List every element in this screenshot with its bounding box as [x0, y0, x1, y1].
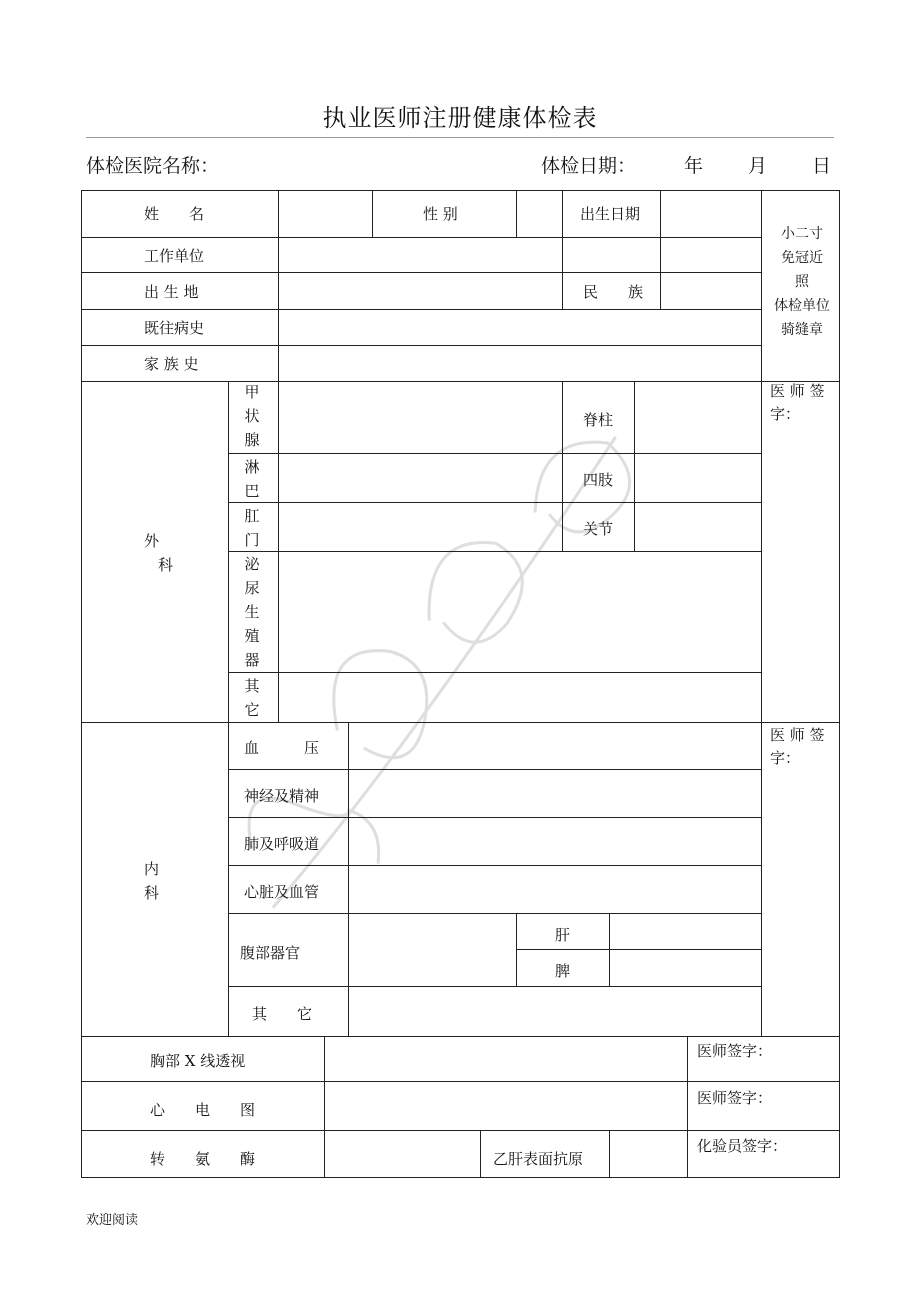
- photo-note-line: 免冠近: [781, 250, 823, 266]
- surgery-section-label-2: 科: [158, 556, 174, 574]
- xray-label: 胸部 X 线透视: [150, 1052, 246, 1070]
- anus-label: 肛门: [244, 507, 260, 549]
- photo-note-line: 小二寸: [781, 226, 823, 242]
- ecg-doctor-signature: 医师签字：: [697, 1089, 773, 1107]
- lab-technician-signature: 化验员签字：: [697, 1137, 788, 1155]
- surgery-doctor-signature: 医 师 签 字：: [770, 382, 825, 423]
- exam-date-label: 体检日期：: [541, 155, 637, 177]
- gender-label: 性 别: [423, 205, 458, 223]
- liver-label: 肝: [555, 926, 571, 944]
- lymph-label: 淋巴: [244, 458, 260, 500]
- birth-date-label: 出生日期: [580, 205, 641, 223]
- medical-history-label: 既往病史: [144, 319, 205, 337]
- internal-section-label-1: 内: [144, 860, 160, 878]
- month-label: 月: [748, 155, 768, 177]
- ethnicity-label: 民 族: [583, 283, 644, 301]
- surgery-other-label: 其它: [244, 677, 260, 719]
- lungs-label: 肺及呼吸道: [244, 835, 320, 853]
- family-history-label: 家 族 史: [144, 355, 199, 373]
- joints-label: 关节: [583, 520, 614, 538]
- xray-doctor-signature: 医师签字：: [697, 1042, 773, 1060]
- photo-placeholder: [763, 222, 841, 342]
- day-label: 日: [812, 155, 832, 177]
- ecg-label: 心 电 图: [150, 1101, 256, 1119]
- year-label: 年: [684, 155, 704, 177]
- internal-doctor-signature: 医 师 签 字：: [770, 726, 825, 767]
- neuro-label: 神经及精神: [244, 787, 320, 805]
- footer-text: 欢迎阅读: [86, 1213, 139, 1228]
- urogenital-label: 泌尿生殖器: [244, 555, 260, 669]
- transaminase-label: 转 氨 酶: [150, 1150, 256, 1168]
- title-divider: [86, 137, 834, 138]
- watermark-stamp: [120, 380, 800, 940]
- spleen-label: 脾: [555, 962, 571, 980]
- name-label: 姓 名: [144, 205, 205, 223]
- workplace-label: 工作单位: [144, 247, 205, 265]
- spine-label: 脊柱: [583, 411, 614, 429]
- photo-note-line: 照: [795, 274, 809, 290]
- blood-pressure-label: 血 压: [244, 739, 320, 757]
- birthplace-label: 出 生 地: [144, 283, 199, 301]
- abdomen-label: 腹部器官: [240, 944, 301, 962]
- hbsag-label: 乙肝表面抗原: [493, 1150, 584, 1168]
- thyroid-label: 甲状腺: [244, 383, 260, 449]
- internal-section-label-2: 科: [144, 884, 160, 902]
- photo-note-line: 体检单位: [774, 298, 830, 314]
- heart-label: 心脏及血管: [244, 883, 320, 901]
- limbs-label: 四肢: [583, 471, 614, 489]
- form-title: 执业医师注册健康体检表: [322, 104, 598, 132]
- internal-other-label: 其 它: [252, 1005, 313, 1023]
- hospital-name-label: 体检医院名称：: [86, 155, 220, 177]
- photo-note-line: 骑缝章: [781, 322, 823, 338]
- surgery-section-label-1: 外: [144, 532, 160, 550]
